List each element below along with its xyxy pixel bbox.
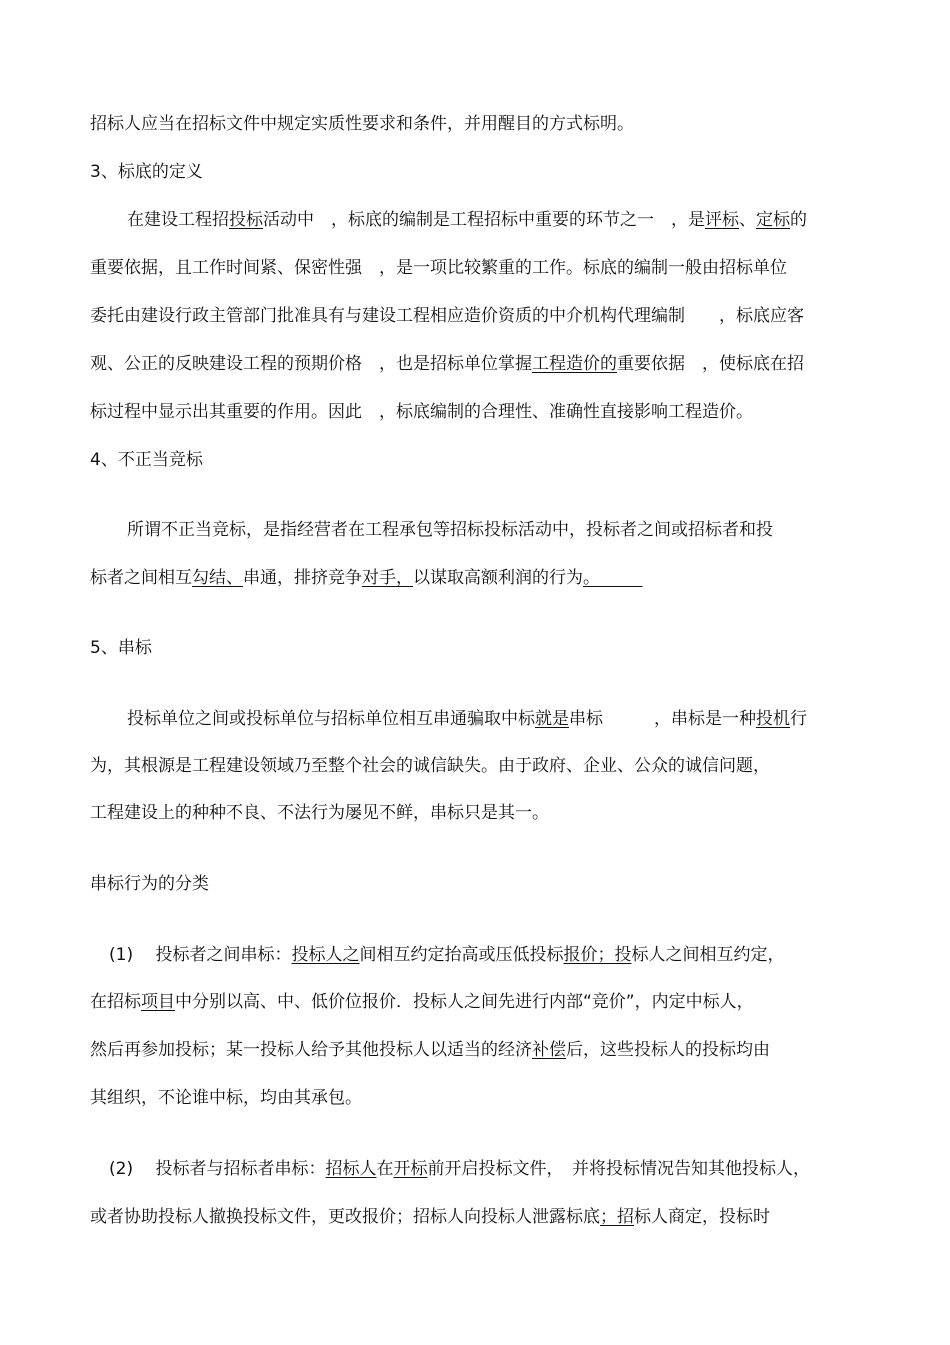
paragraph-line: 投标单位之间或投标单位与招标单位相互串通骗取中标就是串标 ，串标是一种投机行: [127, 709, 807, 729]
paragraph-line: 观、公正的反映建设工程的预期价格 ，也是招标单位掌握工程造价的重要依据 ，使标底在招: [90, 354, 804, 374]
paragraph-line: 招标人应当在招标文件中规定实质性要求和条件，并用醒目的方式标明。: [90, 114, 634, 134]
paragraph-line: 在招标项目中分别以高、中、低价位报价．投标人之间先进行内部“竞价”，内定中标人，: [90, 992, 754, 1012]
paragraph-line: (1) 投标者之间串标：投标人之间相互约定抬高或压低投标报价；投标人之间相互约定，: [109, 945, 785, 965]
paragraph-line: 重要依据，且工作时间紧、保密性强 ，是一项比较繁重的工作。标底的编制一般由招标单位: [90, 258, 787, 278]
paragraph-line: 标过程中显示出其重要的作用。因此 ，标底编制的合理性、准确性直接影响工程造价。: [90, 402, 753, 422]
paragraph-line: 所谓不正当竞标，是指经营者在工程承包等招标投标活动中，投标者之间或招标者和投: [127, 520, 773, 540]
paragraph-line: 其组织，不论谁中标，均由其承包。: [90, 1088, 362, 1108]
section-heading: 3、标底的定义: [90, 162, 203, 182]
paragraph-line: 或者协助投标人撤换投标文件，更改报价；招标人向投标人泄露标底；招标人商定，投标时: [90, 1207, 770, 1227]
paragraph-line: 在建设工程招投标活动中 ，标底的编制是工程招标中重要的环节之一 ，是评标、定标的: [127, 210, 807, 230]
paragraph-line: 标者之间相互勾结、串通，排挤竞争对手，以谋取高额利润的行为。: [90, 568, 643, 588]
section-heading: 5、串标: [90, 638, 152, 658]
paragraph-line: 委托由建设行政主管部门批准具有与建设工程相应造价资质的中介机构代理编制 ，标底应客: [90, 306, 804, 326]
paragraph-line: (2) 投标者与招标者串标：招标人在开标前开启投标文件， 并将投标情况告知其他投标人，: [109, 1159, 810, 1179]
paragraph-line: 为，其根源是工程建设领域乃至整个社会的诚信缺失。由于政府、企业、公众的诚信问题，: [90, 756, 770, 776]
section-heading: 串标行为的分类: [90, 874, 209, 894]
paragraph-line: 然后再参加投标；某一投标人给予其他投标人以适当的经济补偿后，这些投标人的投标均由: [90, 1040, 770, 1060]
section-heading: 4、不正当竞标: [90, 450, 203, 470]
paragraph-line: 工程建设上的种种不良、不法行为屡见不鲜，串标只是其一。: [90, 803, 549, 823]
